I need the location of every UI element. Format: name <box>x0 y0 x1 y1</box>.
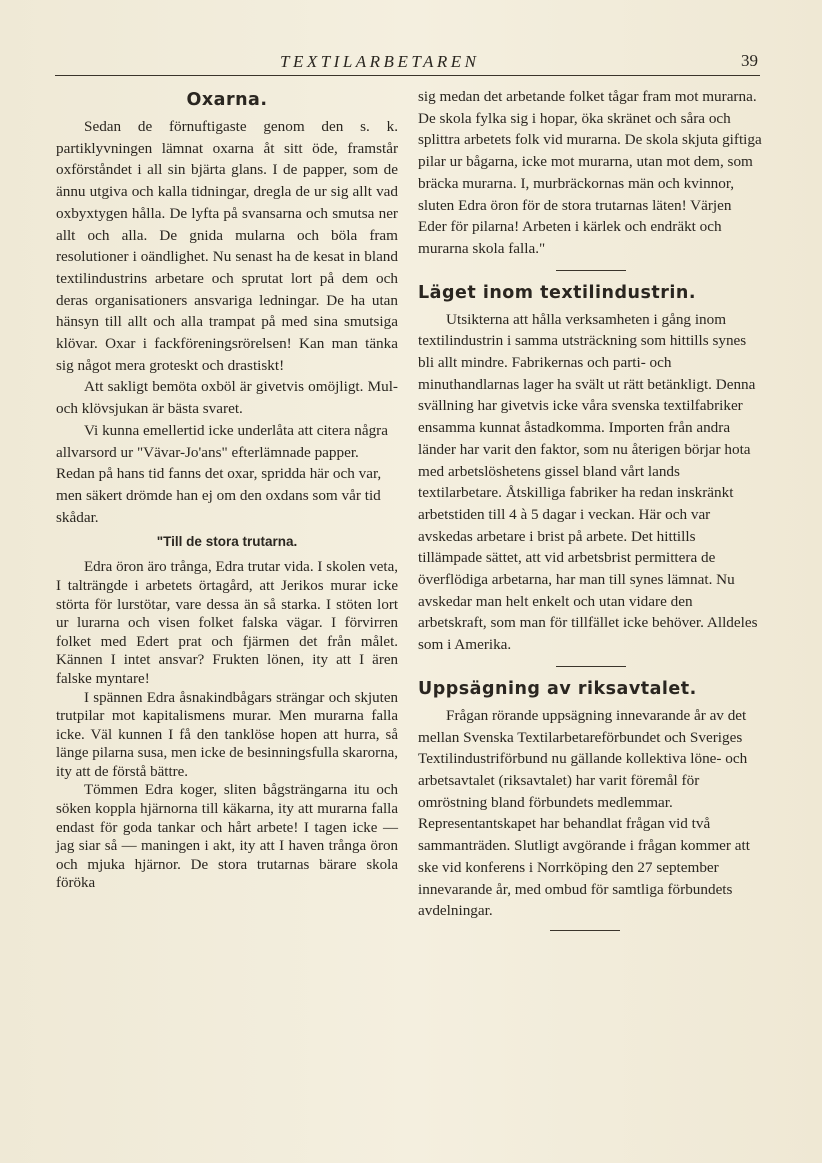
laget-paragraph: Utsikterna att hålla verksamheten i gång inom textilindustrin i samma utsträckning som hittills synes bli allt mindre. Fabrikernas och parti- och minuthandlarnas lager ha svält ut rätt betänkligt. Denna svällning har givetvis icke våra svenska textilfabriker ensamma kunnat åstadkomma. Importen från andra länder har varit den faktor, som nu återigen börjar hota med arbetslöshetens gissel bland vårt lands textilarbetare. Åtskilliga fabriker ha redan inskränkt arbetstiden till 4 à 5 dagar i veckan. Här och var avskedas arbetare i brist på arbete. Det hittills tillämpade sättet, att vid arbetsbrist permittera de överflödiga arbetarna, har man till synes lämnat. Nu avskedar man helt enkelt och utan vidare den arbetskraft, som man för tillfället icke behöver. Alldeles som i Amerika. <box>418 310 758 654</box>
page-header <box>55 48 760 78</box>
quote-text <box>56 558 398 893</box>
header-rule <box>55 75 760 76</box>
running-title: TEXTILARBETAREN <box>280 52 480 71</box>
article-heading-laget: Läget inom textilindustrin. <box>418 282 696 303</box>
right-column <box>418 86 763 937</box>
article-heading-oxarna: Oxarna. <box>186 90 268 110</box>
oxarna-paragraph-2: Att sakligt bemöta oxböl är givetvis omöjligt. Mul- och klövsjukan är bästa svaret. <box>56 378 398 418</box>
quote-continuation: sig medan det arbetande folket tågar fram mot murarna. De skola fylka sig i hopar, öka skränet och såra och splittra arbetets folk vid murarna. De skola skjuta giftiga pilar ur bågarna, icke mot murarna, utan mot dem, som bräcka murarna. I, murbräckornas män och kvinnor, sluten Edra öron för de stora trutarnas läten! Värjen Eder för pilarna! Arbeten i kärlek och endräkt och murarna skola falla." <box>418 88 762 257</box>
left-column <box>56 86 398 893</box>
article-heading-uppsagning: Uppsägning av riksavtalet. <box>418 678 697 699</box>
quote-paragraph-2: I spännen Edra åsnakindbågars strängar och skjuten trutpilar mot kapitalismens murar. Men murarna falla icke. Väl kunnen I få den tanklöse hopen att hurra, så länge pilarna susa, men icke de besinningsfulla skarorna, ity att de förstå bättre. <box>56 689 398 780</box>
oxarna-paragraph-1: Sedan de förnuftigaste genom den s. k. partiklyvningen lämnat oxarna åt sitt öde, framstår oxförståndet i all sin bjärta glans. I de papper, som de ännu utgiva och kalla tidningar, dregla de ur sig allt vad oxbyxtygen hålla. De lyfta på svansarna och smutsa ner allt och alla. De gnida mularna och böla fram resolutioner i oändlighet. Nu senast ha de kesat in bland textilindustrins arbetare och sprutat lort på dem och deras organisationers ansvariga ledningar. De ha utan hänsyn till allt och alla trampat på med sina smutsiga klövar. Oxar i fackföreningsrörelsen! Kan man tänka sig något mera groteskt och drastiskt! <box>56 118 398 374</box>
quote-subheading: "Till de stora trutarna. <box>156 534 298 550</box>
oxarna-paragraph-3: Vi kunna emellertid icke underlåta att citera några allvarsord ur "Vävar-Jo'ans" efterlämnade papper. Redan på hans tid fanns det oxar, spridda här och var, men säkert drömde han ej om den oxdans som vår tid skådar. <box>56 421 388 526</box>
end-rule <box>550 930 620 931</box>
quote-paragraph-3: Tömmen Edra koger, sliten bågsträngarna itu och söken koppla hjärnorna till käkarna, ity att murarna falla endast för goda tankar och hårt arbete! I tagen icke — jag siar så — maningen i akt, ity att I haven trånga öron och mjuka hjärnor. De stora trutarnas bärare skola föröka <box>56 782 398 892</box>
page-number: 39 <box>741 51 758 70</box>
section-divider <box>556 666 626 667</box>
page-edge <box>822 0 828 1163</box>
section-divider <box>556 270 626 271</box>
uppsagning-paragraph: Frågan rörande uppsägning innevarande år av det mellan Svenska Textilarbetareförbundet och Sveriges Textilindustriförbund nu gällande kollektiva löne- och arbetsavtalet (riksavtalet) har varit föremål för omröstning bland förbundets medlemmar. Representantskapet har behandlat frågan vid två sammanträden. Slutligt avgörande i frågan kommer att ske vid konferens i Norrköping den 27 september innevarande år, med ombud för samtliga förbundets avdelningar. <box>418 706 750 920</box>
quote-paragraph-1: Edra öron äro trånga, Edra trutar vida. I skolen veta, I talträngde i arbetets örtagård, att Jerikos murar icke störta för lurstötar, vare dessa än så starka. I stöten lort ur lurarna och visen folket falska vägar. I förvirren folket med Edert prat och fjärmen det från målet. Kännen I intet ansvar? Frukten lönen, ity att I ären falske myntare! <box>56 559 398 687</box>
